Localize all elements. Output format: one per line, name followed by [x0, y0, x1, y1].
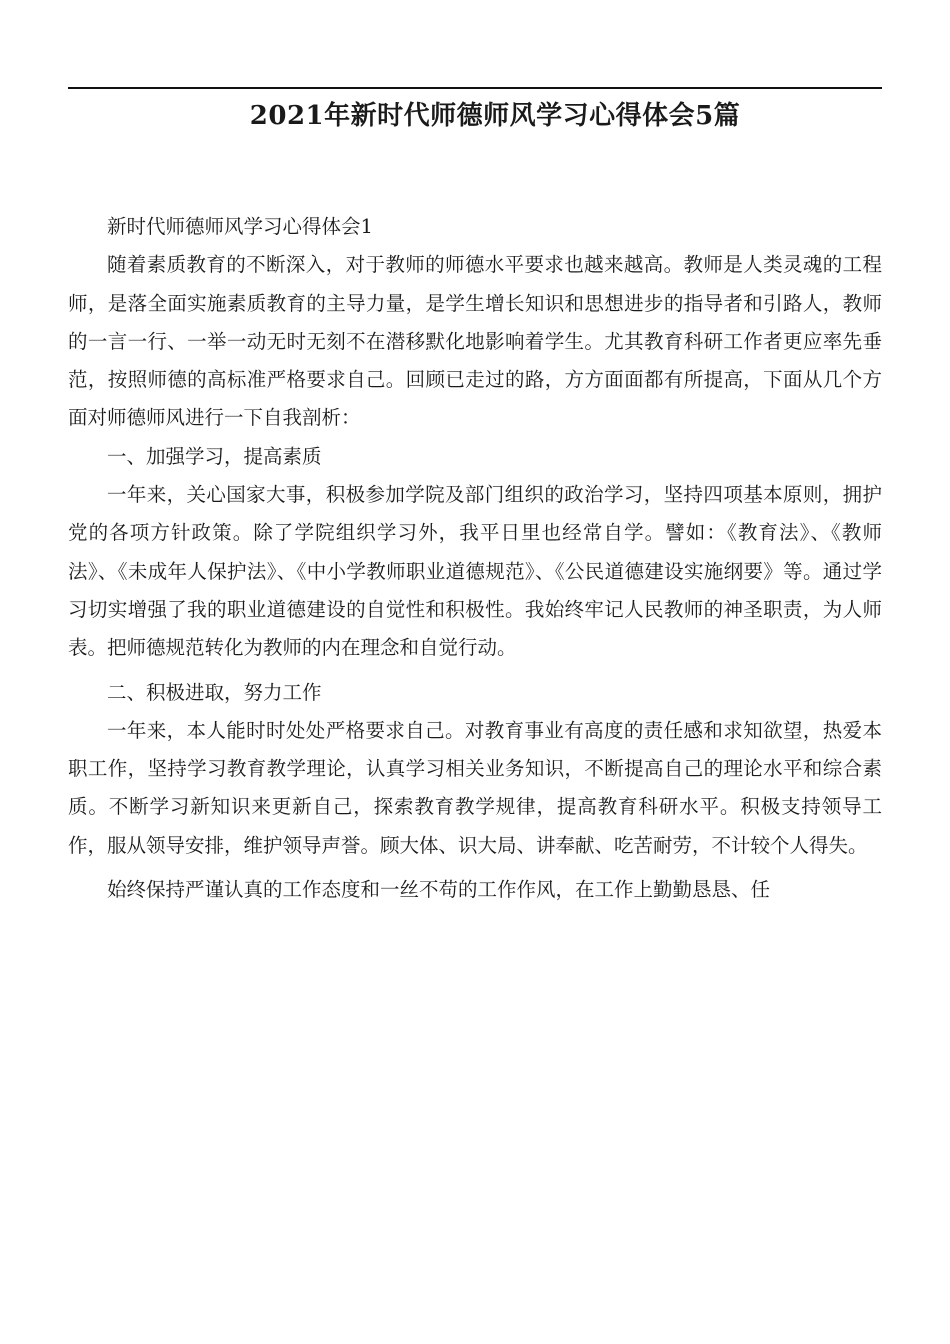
paragraph: 始终保持严谨认真的工作态度和一丝不苟的工作作风，在工作上勤勤恳恳、任 — [107, 878, 771, 902]
section-heading: 新时代师德师风学习心得体会1 — [107, 215, 373, 238]
header-rule — [68, 87, 882, 89]
paragraph: 一年来，关心国家大事，积极参加学院及部门组织的政治学习，坚持四项基本原则，拥护党的各项方针政策。除了学院组织学习外，我平日里也经常自学。譬如：《教育法》、《教师法》、《未成年人保护法》、《中小学教师职业道德规范》、《公民道德建设实施纲要》等。通过学习切实增强了我的职业道德建设的自觉性和积极性。我始终牢记人民教师的神圣职责，为人师表。把师德规范转化为教师的内在理念和自觉行动。 — [68, 483, 882, 660]
paragraph: 一年来，本人能时时处处严格要求自己。对教育事业有高度的责任感和求知欲望，热爱本职工作，坚持学习教育教学理论，认真学习相关业务知识，不断提高自己的理论水平和综合素质。不断学习新知识来更新自己，探索教育教学规律，提高教育科研水平。积极支持领导工作，服从领导安排，维护领导声誉。顾大体、识大局、讲奉献、吃苦耐劳，不计较个人得失。 — [68, 718, 882, 857]
document-body — [68, 208, 882, 909]
section-heading: 二、积极进取，努力工作 — [107, 680, 322, 704]
section-heading: 一、加强学习，提高素质 — [107, 444, 322, 468]
document-title: 2021年新时代师德师风学习心得体会5篇 — [249, 101, 741, 131]
paragraph: 随着素质教育的不断深入，对于教师的师德水平要求也越来越高。教师是人类灵魂的工程师，是落全面实施素质教育的主导力量，是学生增长知识和思想进步的指导者和引路人，教师的一言一行、一举一动无时无刻不在潜移默化地影响着学生。尤其教育科研工作者更应率先垂范，按照师德的高标准严格要求自己。回顾已走过的路，方方面面都有所提高，下面从几个方面对师德师风进行一下自我剖析： — [68, 253, 882, 430]
